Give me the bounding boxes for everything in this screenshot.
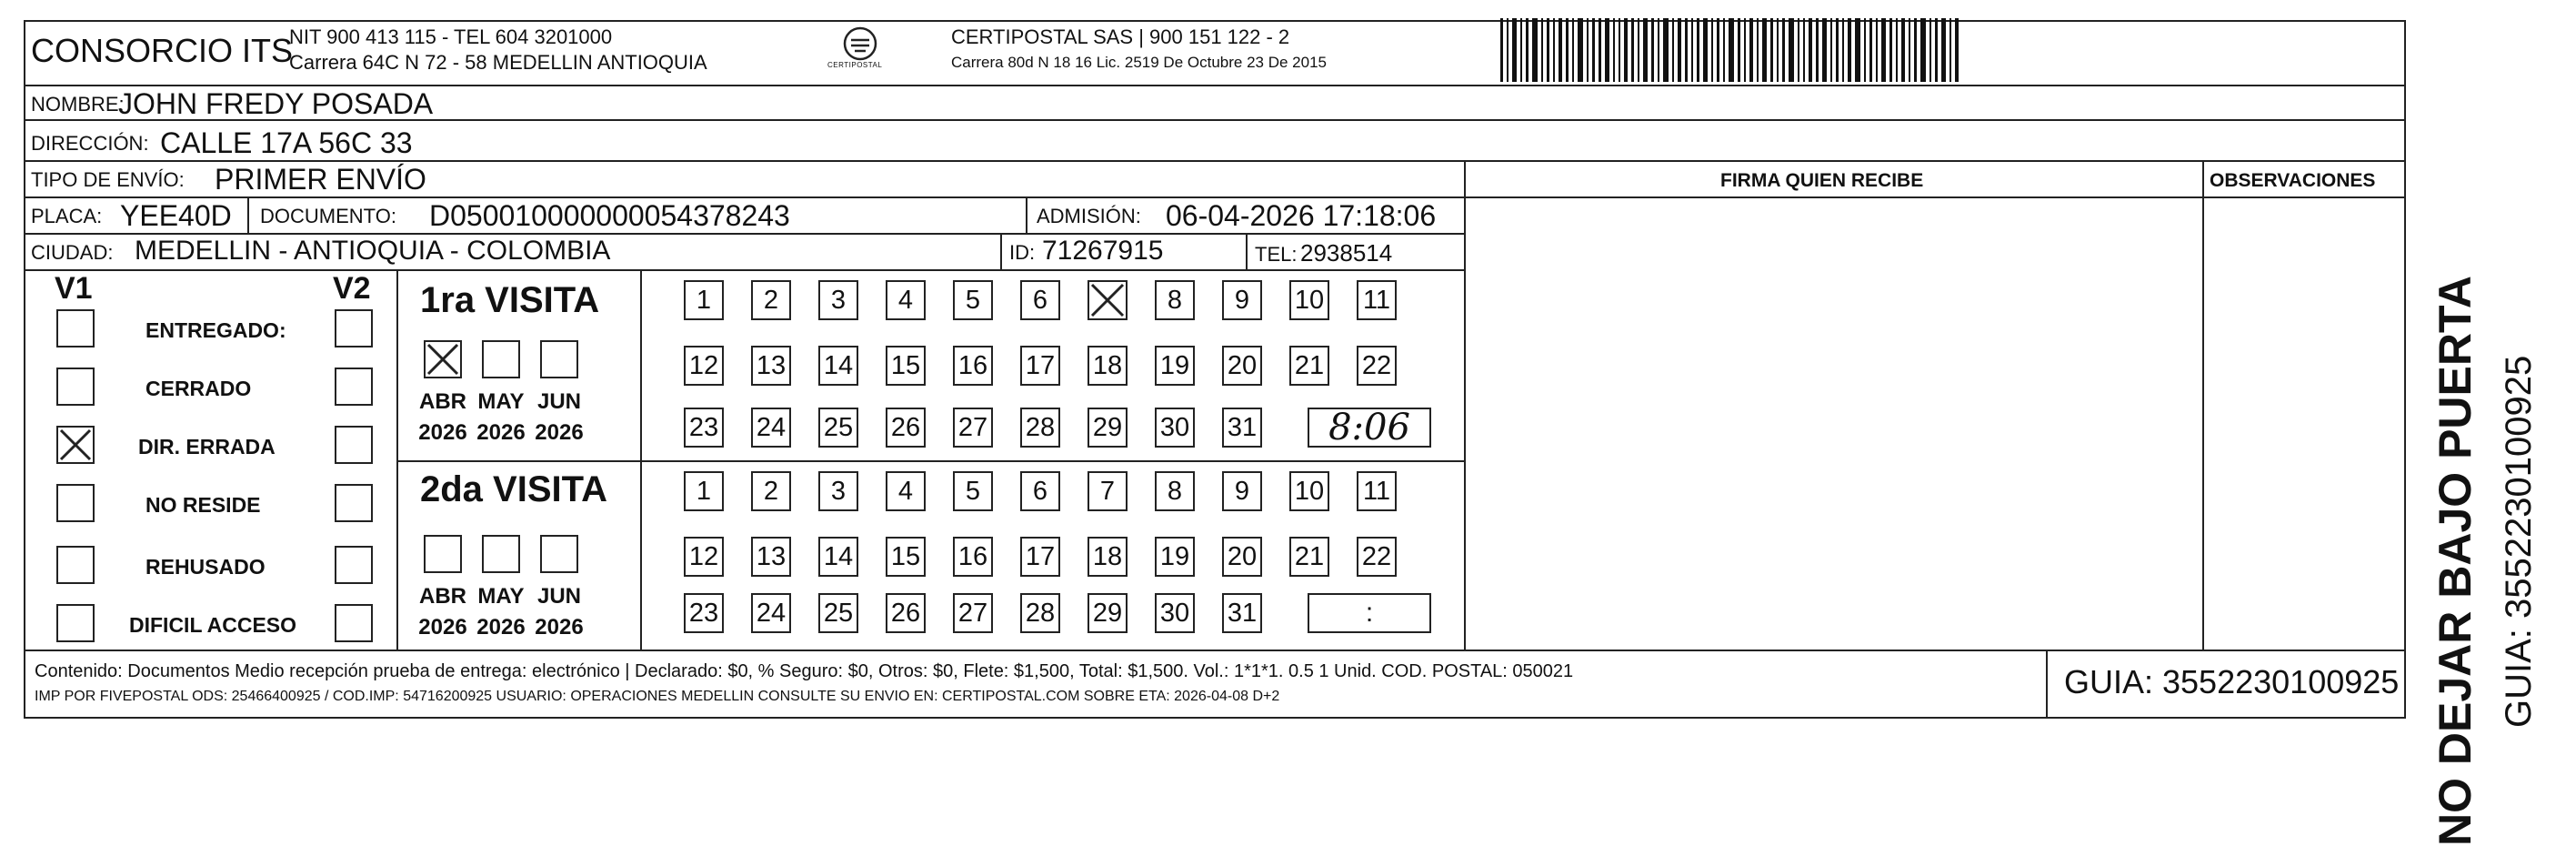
firma-header-line — [1464, 196, 2406, 198]
first-year-label: 2026 — [418, 420, 467, 445]
first-day-box[interactable]: 5 — [953, 280, 993, 320]
first-day-box[interactable]: 18 — [1088, 346, 1128, 386]
carrier-address: Carrera 80d N 18 16 Lic. 2519 De Octubre 23 De 2015 — [951, 54, 1327, 71]
first-day-box[interactable]: 11 — [1357, 280, 1397, 320]
first-day-box[interactable]: 29 — [1088, 408, 1128, 448]
row-line — [24, 269, 1466, 271]
footer-divider — [2046, 650, 2048, 719]
documento-value: D050010000000054378243 — [429, 199, 790, 232]
first-day-box[interactable]: 21 — [1289, 346, 1329, 386]
second-month-checkbox[interactable] — [424, 535, 462, 573]
firma-divider — [1464, 160, 1466, 650]
second-month-label: MAY — [477, 584, 525, 609]
second-day-box[interactable]: 17 — [1020, 537, 1060, 577]
v2-checkbox[interactable] — [335, 368, 373, 406]
barcode-bar — [1566, 18, 1569, 82]
barcode-bar — [1929, 18, 1931, 82]
visits-divider — [640, 269, 642, 650]
second-day-box[interactable]: 30 — [1155, 593, 1195, 633]
status-label: ENTREGADO: — [145, 318, 286, 342]
second-month-label: JUN — [536, 584, 581, 609]
status-label: CERRADO — [145, 377, 252, 400]
status-label: DIR. ERRADA — [138, 435, 276, 458]
second-month-label: ABR — [419, 584, 466, 609]
second-year-label: 2026 — [535, 615, 584, 640]
first-month-label: JUN — [536, 389, 581, 414]
barcode-bar — [1717, 18, 1719, 82]
barcode-bar — [1559, 18, 1562, 82]
footer-line — [24, 650, 2406, 651]
second-day-box[interactable]: 7 — [1088, 471, 1128, 511]
barcode-bar — [1809, 18, 1812, 82]
second-year-label: 2026 — [418, 615, 467, 640]
v2-checkbox[interactable] — [335, 426, 373, 464]
barcode-bar — [1578, 18, 1583, 82]
second-visit-title: 2da VISITA — [420, 469, 607, 509]
first-day-box[interactable]: 24 — [751, 408, 791, 448]
first-day-box[interactable]: 8 — [1155, 280, 1195, 320]
second-day-box[interactable]: 10 — [1289, 471, 1329, 511]
barcode-bar — [1955, 18, 1959, 82]
company-nit: NIT 900 413 115 - TEL 604 3201000 — [289, 25, 613, 48]
second-day-box[interactable]: 13 — [751, 537, 791, 577]
second-day-box[interactable]: 27 — [953, 593, 993, 633]
barcode-bar — [1749, 18, 1753, 82]
first-day-box[interactable]: 12 — [684, 346, 724, 386]
first-day-box[interactable]: 3 — [818, 280, 858, 320]
barcode-bar — [1599, 18, 1601, 82]
tel-label: TEL: — [1255, 243, 1298, 266]
x-mark-icon — [424, 340, 462, 378]
imp-text: IMP POR FIVEPOSTAL ODS: 25466400925 / COD.IMP: 54716200925 USUARIO: OPERACIONES MEDELLIN CONSULTE SU ENVIO EN: CERTIPOSTAL.COM SOBRE ETA: 2026-04-08 D+2 — [35, 689, 1280, 704]
second-day-box[interactable]: 29 — [1088, 593, 1128, 633]
row-line — [24, 160, 2406, 162]
barcode-bar — [1935, 18, 1938, 82]
barcode-bar — [1553, 18, 1555, 82]
x-mark-icon — [1088, 280, 1128, 320]
barcode-bar — [1541, 18, 1543, 82]
barcode-bar — [1605, 18, 1609, 82]
barcode-bar — [1738, 18, 1740, 82]
second-day-box[interactable]: 1 — [684, 471, 724, 511]
first-day-box[interactable]: 14 — [818, 346, 858, 386]
first-day-box[interactable]: 25 — [818, 408, 858, 448]
barcode-bar — [1876, 18, 1878, 82]
documento-label: DOCUMENTO: — [260, 205, 396, 227]
second-month-checkbox[interactable] — [482, 535, 520, 573]
barcode-bar — [1631, 18, 1634, 82]
barcode-bar — [1914, 18, 1917, 82]
barcode-bar — [1889, 18, 1892, 82]
x-mark-icon — [56, 426, 95, 464]
v2-checkbox[interactable] — [335, 604, 373, 642]
barcode-bar — [1744, 18, 1746, 82]
barcode-bar — [1507, 18, 1509, 82]
first-day-box[interactable]: 1 — [684, 280, 724, 320]
barcode-bar — [1920, 18, 1926, 82]
barcode-bar — [1619, 18, 1620, 82]
barcode-bar — [1547, 18, 1549, 82]
v1-checkbox[interactable] — [56, 368, 95, 406]
second-time-box[interactable]: : — [1308, 593, 1431, 633]
guia-footer: GUIA: 3552230100925 — [2064, 663, 2400, 700]
barcode-bar — [1638, 18, 1639, 82]
barcode-bar — [1830, 18, 1832, 82]
barcode-bar — [1816, 18, 1819, 82]
first-month-checkbox[interactable] — [540, 340, 578, 378]
barcode-bar — [1526, 18, 1529, 82]
nombre-value: JOHN FREDY POSADA — [118, 87, 434, 120]
second-day-box[interactable]: 15 — [886, 537, 926, 577]
barcode-bar — [1848, 18, 1851, 82]
barcode-bar — [1697, 18, 1699, 82]
v1-checkbox[interactable] — [56, 546, 95, 584]
second-day-box[interactable]: 11 — [1357, 471, 1397, 511]
barcode-bar — [1842, 18, 1844, 82]
second-day-box[interactable]: 31 — [1222, 593, 1262, 633]
barcode-bar — [1500, 18, 1503, 82]
second-day-box[interactable]: 21 — [1289, 537, 1329, 577]
second-year-label: 2026 — [476, 615, 526, 640]
v2-checkbox[interactable] — [335, 546, 373, 584]
tel-value: 2938514 — [1300, 239, 1393, 267]
barcode-bar — [1822, 18, 1827, 82]
status-label: DIFICIL ACCESO — [129, 613, 297, 637]
second-day-box[interactable]: 18 — [1088, 537, 1128, 577]
barcode-bar — [1896, 18, 1898, 82]
firma-header: FIRMA QUIEN RECIBE — [1720, 170, 1924, 191]
barcode-bar — [1685, 18, 1688, 82]
guide-frame — [24, 20, 2406, 719]
second-day-box[interactable]: 4 — [886, 471, 926, 511]
first-day-box[interactable]: 2 — [751, 280, 791, 320]
first-day-box[interactable]: 22 — [1357, 346, 1397, 386]
ciudad-label: CIUDAD: — [31, 241, 114, 264]
first-day-box[interactable]: 16 — [953, 346, 993, 386]
second-day-box[interactable]: 20 — [1222, 537, 1262, 577]
second-day-box[interactable]: 19 — [1155, 537, 1195, 577]
barcode-bar — [1691, 18, 1693, 82]
first-day-box[interactable]: 13 — [751, 346, 791, 386]
barcode-bar — [1592, 18, 1595, 82]
second-day-box[interactable]: 12 — [684, 537, 724, 577]
second-day-box[interactable]: 25 — [818, 593, 858, 633]
first-visit-title: 1ra VISITA — [420, 280, 600, 320]
direccion-label: DIRECCIÓN: — [31, 132, 149, 155]
barcode-bar — [1757, 18, 1759, 82]
barcode-bar — [1532, 18, 1538, 82]
barcode-bar — [1881, 18, 1886, 82]
first-day-box[interactable]: 15 — [886, 346, 926, 386]
v1-checkbox[interactable] — [56, 309, 95, 347]
barcode-bar — [1950, 18, 1951, 82]
first-day-box[interactable]: 20 — [1222, 346, 1262, 386]
barcode-bar — [1762, 18, 1767, 82]
barcode-bar — [1803, 18, 1805, 82]
v1-label: V1 — [55, 271, 93, 306]
second-day-box[interactable]: 22 — [1357, 537, 1397, 577]
header-divider — [24, 85, 2406, 86]
ciudad-value: MEDELLIN - ANTIOQUIA - COLOMBIA — [135, 236, 611, 266]
barcode-bar — [1909, 18, 1910, 82]
barcode-bar — [1651, 18, 1654, 82]
barcode-bar — [1703, 18, 1708, 82]
first-day-box[interactable]: 27 — [953, 408, 993, 448]
barcode-bar — [1520, 18, 1522, 82]
barcode-bar — [1512, 18, 1517, 82]
first-time-box[interactable]: 8:06 — [1308, 408, 1431, 448]
first-year-label: 2026 — [535, 420, 584, 445]
barcode-bar — [1723, 18, 1725, 82]
placa-value: YEE40D — [120, 199, 232, 232]
first-day-box[interactable]: 9 — [1222, 280, 1262, 320]
logo-label: CERTIPOSTAL — [827, 61, 883, 69]
nombre-label: NOMBRE: — [31, 93, 125, 116]
second-day-box[interactable]: 14 — [818, 537, 858, 577]
second-day-box[interactable]: 8 — [1155, 471, 1195, 511]
first-day-box[interactable]: 19 — [1155, 346, 1195, 386]
second-month-checkbox[interactable] — [540, 535, 578, 573]
second-day-box[interactable]: 28 — [1020, 593, 1060, 633]
first-month-label: MAY — [477, 389, 525, 414]
barcode-bar — [1678, 18, 1681, 82]
barcode-bar — [1864, 18, 1866, 82]
barcode-bar — [1798, 18, 1799, 82]
observaciones-divider — [2202, 160, 2204, 650]
contenido-text: Contenido: Documentos Medio recepción prueba de entrega: electrónico | Declarado: $0, % Seguro: $0, Otros: $0, Flete: $1,500, Total: $1,500. Vol.: 1*1*1. 0.5 1 Unid. COD. POSTAL: 050021 — [35, 661, 1574, 681]
barcode-bar — [1624, 18, 1628, 82]
first-day-box[interactable]: 26 — [886, 408, 926, 448]
id-label: ID: — [1009, 241, 1036, 264]
second-day-box[interactable]: 5 — [953, 471, 993, 511]
barcode-bar — [1901, 18, 1905, 82]
company-address: Carrera 64C N 72 - 58 MEDELLIN ANTIOQUIA — [289, 51, 707, 74]
admision-label: ADMISIÓN: — [1037, 205, 1141, 227]
status-label: REHUSADO — [145, 555, 266, 579]
status-label: NO RESIDE — [145, 493, 261, 517]
first-month-label: ABR — [419, 389, 466, 414]
placa-label: PLACA: — [31, 205, 103, 227]
first-day-box[interactable]: 30 — [1155, 408, 1195, 448]
barcode-bar — [1658, 18, 1659, 82]
no-dejar-warning: NO DEJAR BAJO PUERTA — [2430, 276, 2481, 846]
second-day-box[interactable]: 9 — [1222, 471, 1262, 511]
direccion-value: CALLE 17A 56C 33 — [160, 126, 413, 159]
barcode-bar — [1613, 18, 1615, 82]
second-day-box[interactable]: 2 — [751, 471, 791, 511]
second-day-box[interactable]: 23 — [684, 593, 724, 633]
first-day-box[interactable]: 17 — [1020, 346, 1060, 386]
row-divider — [247, 196, 249, 233]
visits-divider — [396, 269, 398, 650]
second-day-box[interactable]: 16 — [953, 537, 993, 577]
first-year-label: 2026 — [476, 420, 526, 445]
carrier-name: CERTIPOSTAL SAS | 900 151 122 - 2 — [951, 25, 1290, 48]
admision-value: 06-04-2026 17:18:06 — [1166, 199, 1437, 232]
barcode-bar — [1782, 18, 1785, 82]
row-divider — [1000, 233, 1002, 269]
barcode-bar — [1663, 18, 1669, 82]
v2-checkbox[interactable] — [335, 309, 373, 347]
barcode-bar — [1572, 18, 1574, 82]
visits-middle-line — [396, 460, 1466, 462]
barcode-bar — [1869, 18, 1872, 82]
barcode-bar — [1672, 18, 1674, 82]
barcode-bar — [1770, 18, 1773, 82]
first-day-box[interactable]: 10 — [1289, 280, 1329, 320]
observaciones-header: OBSERVACIONES — [2210, 170, 2376, 191]
barcode-bar — [1789, 18, 1794, 82]
tipo-envio-label: TIPO DE ENVÍO: — [31, 168, 185, 191]
barcode-bar — [1855, 18, 1860, 82]
second-day-box[interactable]: 26 — [886, 593, 926, 633]
barcode-bar — [1836, 18, 1839, 82]
first-day-box[interactable]: 6 — [1020, 280, 1060, 320]
first-day-box[interactable]: 31 — [1222, 408, 1262, 448]
barcode-bar — [1643, 18, 1648, 82]
first-day-box[interactable]: 4 — [886, 280, 926, 320]
v2-checkbox[interactable] — [335, 484, 373, 522]
v1-checkbox[interactable] — [56, 604, 95, 642]
company-name: CONSORCIO ITS — [31, 32, 294, 69]
first-month-checkbox[interactable] — [482, 340, 520, 378]
second-day-box[interactable]: 3 — [818, 471, 858, 511]
row-divider — [1246, 233, 1248, 269]
v1-checkbox[interactable] — [56, 484, 95, 522]
barcode-bar — [1941, 18, 1946, 82]
row-line — [24, 233, 1466, 235]
barcode-bar — [1587, 18, 1589, 82]
side-guia: GUIA: 3552230100925 — [2499, 355, 2539, 728]
second-day-box[interactable]: 24 — [751, 593, 791, 633]
tipo-envio-value: PRIMER ENVÍO — [215, 163, 426, 196]
barcode-bar — [1777, 18, 1779, 82]
first-day-box[interactable]: 28 — [1020, 408, 1060, 448]
barcode — [1500, 18, 1962, 82]
v2-label: V2 — [333, 271, 371, 306]
barcode-bar — [1711, 18, 1713, 82]
id-value: 71267915 — [1042, 236, 1164, 266]
first-day-box[interactable]: 23 — [684, 408, 724, 448]
second-day-box[interactable]: 6 — [1020, 471, 1060, 511]
row-divider — [1026, 196, 1027, 233]
barcode-bar — [1729, 18, 1734, 82]
